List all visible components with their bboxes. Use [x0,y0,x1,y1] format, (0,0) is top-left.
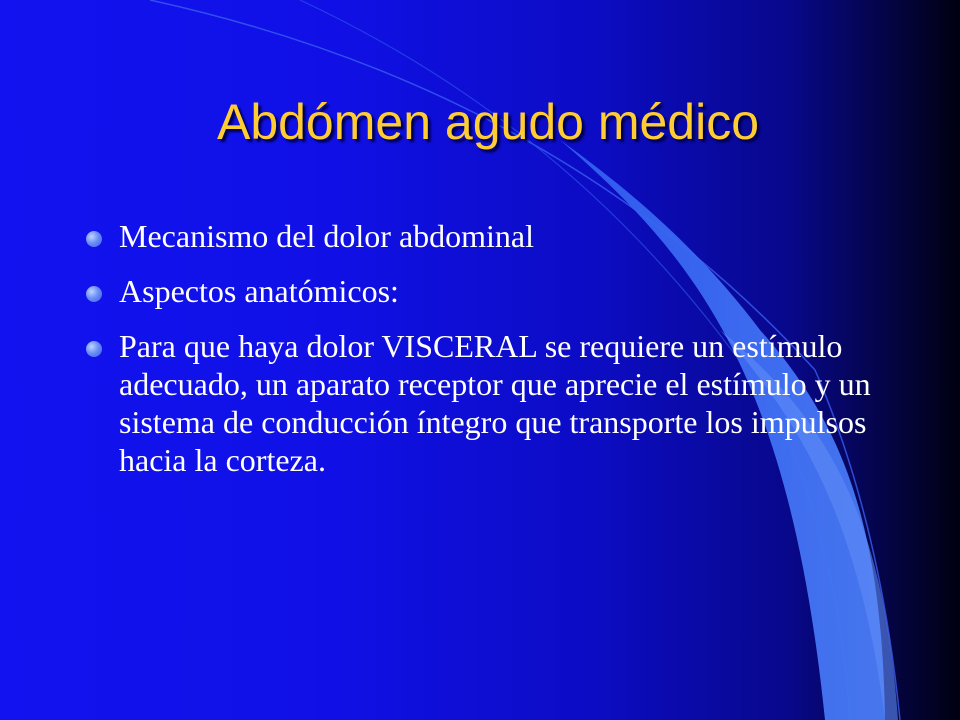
bullet-list [86,217,876,496]
bullet-dot-icon [86,231,102,247]
slide-title: Abdómen agudo médico [216,94,760,150]
bullet-dot-icon [86,341,102,357]
bullet-text: Para que haya dolor VISCERAL se requiere un estímulo adecuado, un aparato receptor que aprecie el estímulo y un sistema de conducción íntegro que transporte los impulsos hacia la corteza. [119,328,871,478]
bullet-text: Aspectos anatómicos: [119,273,399,309]
list-item [86,217,876,255]
list-item [86,272,876,310]
bullet-dot-icon [86,286,102,302]
bullet-text: Mecanismo del dolor abdominal [119,218,535,254]
list-item [86,327,876,479]
